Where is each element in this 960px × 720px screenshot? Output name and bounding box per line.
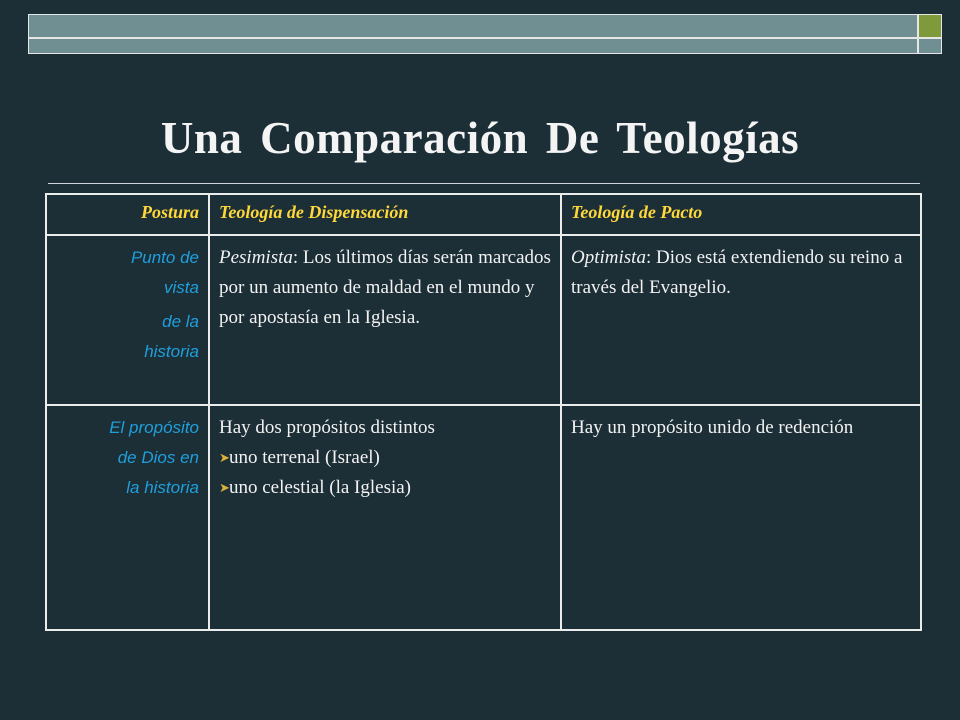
row-label-line: la historia [126,478,199,497]
row-label-line: de Dios en [117,448,199,467]
table-header-row [46,194,921,235]
header-bar [28,14,918,38]
cell-text: Hay un propósito unido de redención [571,417,854,438]
cell-pacto-proposito [561,405,921,630]
header-postura: Postura [46,194,209,235]
slide-title: Una Comparación De Teologías [160,113,800,163]
arrow-bullet-icon: ➤ [219,450,230,465]
accent-square-slate [918,38,942,54]
cell-text: : Dios está extendiendo su reino a través del Evangelio. [571,247,903,298]
header-dispensacion: Teología de Dispensación [209,194,561,235]
list-item [219,473,551,503]
row-label-line: vista [164,278,199,297]
row-label-line: de la [162,312,199,331]
bullet-text: uno celestial (la Iglesia) [229,477,412,498]
cell-pacto-vista [561,235,921,405]
header-subbar [28,38,918,54]
list-item [219,443,551,473]
cell-text: : Los últimos días serán marcados por un aumento de maldad en el mundo y por apostasía en la Iglesia. [219,247,551,328]
row-label-line: Punto de [130,248,199,267]
cell-intro: Hay dos propósitos distintos [219,417,435,438]
row-label-line: El propósito [109,418,199,437]
accent-square-green [918,14,942,38]
cell-lead: Optimista [571,247,646,268]
title-divider [48,183,920,184]
table-row [46,235,921,405]
bullet-text: uno terrenal (Israel) [229,447,380,468]
comparison-table [45,193,922,631]
cell-lead: Pesimista [219,247,293,268]
header-pacto: Teología de Pacto [561,194,921,235]
cell-dispensacion-vista [209,235,561,405]
row-label-proposito [46,405,209,630]
row-label-line: historia [144,342,199,361]
cell-dispensacion-proposito [209,405,561,630]
arrow-bullet-icon: ➤ [219,480,230,495]
table-row [46,405,921,630]
row-label-punto-de-vista [46,235,209,405]
